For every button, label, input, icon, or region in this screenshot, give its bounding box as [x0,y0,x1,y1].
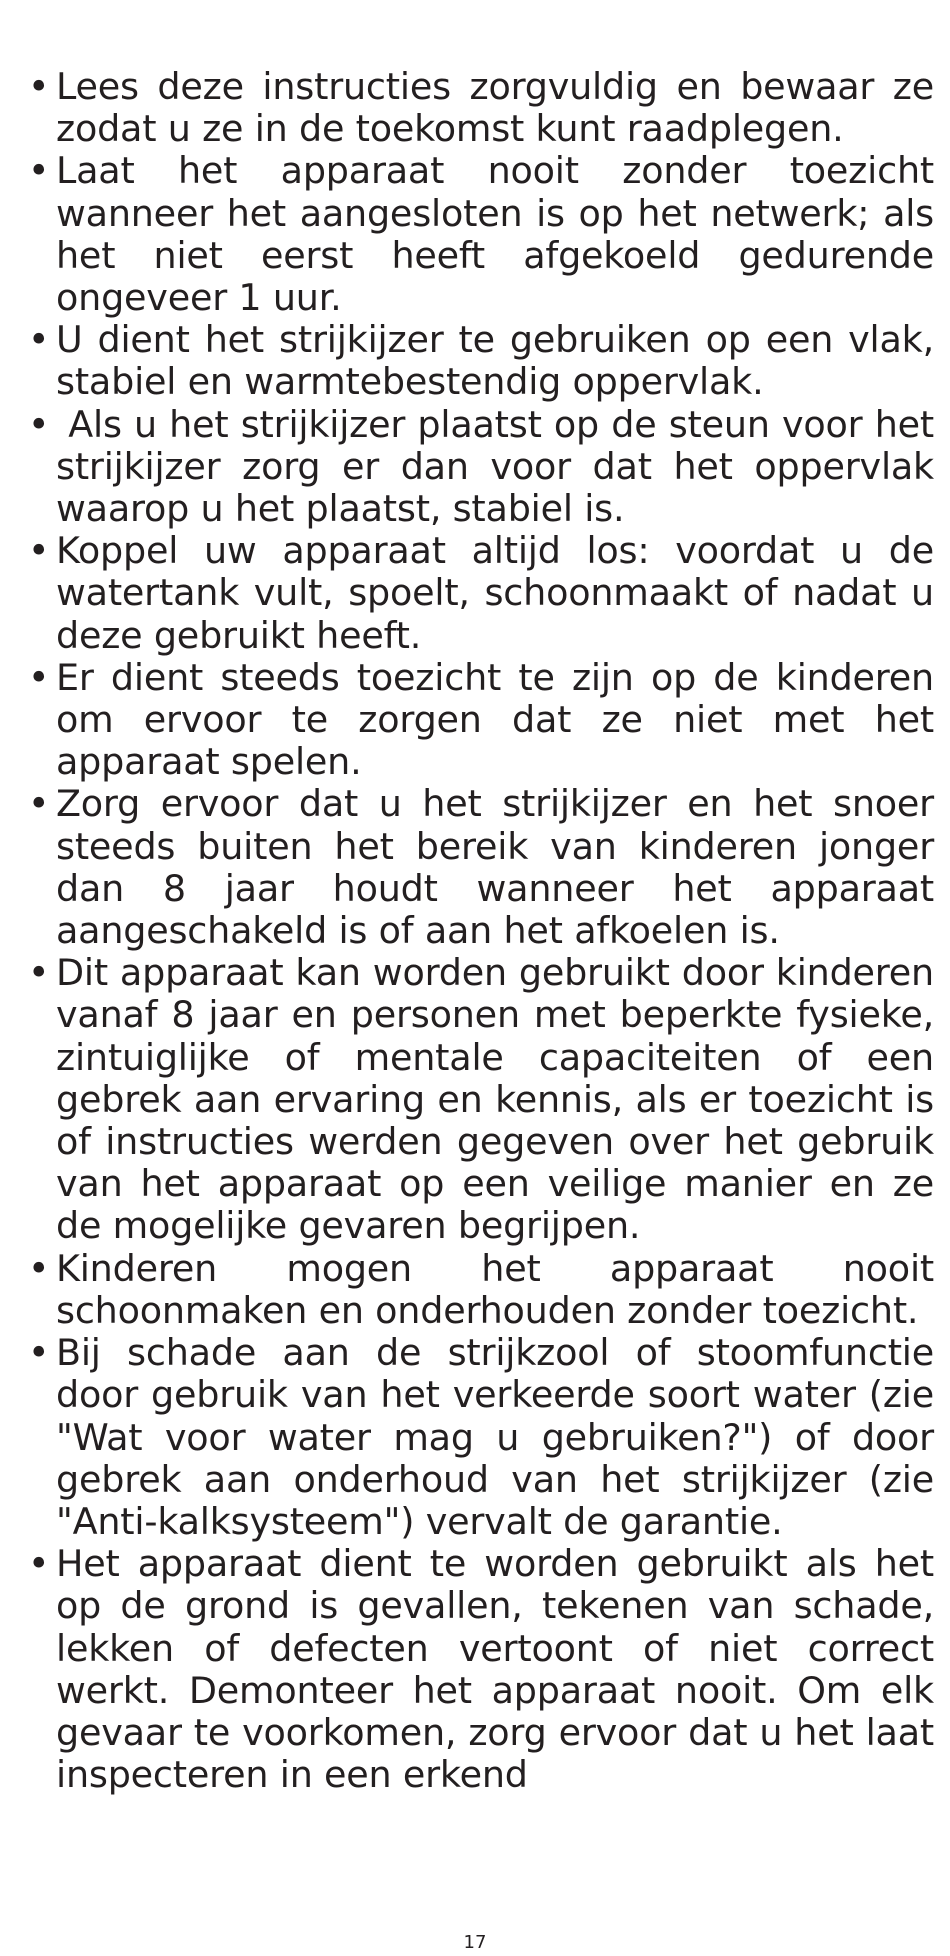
list-item-text: Als u het strijkijzer plaatst op de steun voor het strijkijzer zorg er dan voor dat het oppervlak waarop u het plaatst, stabiel is. [56,402,946,531]
list-item [28,1332,934,1543]
list-item [28,319,934,403]
list-item-text: Koppel uw apparaat altijd los: voordat u de watertank vult, spoelt, schoonmaakt of nadat u deze gebruikt heeft. [56,529,934,657]
list-item-text: U dient het strijkijzer te gebruiken op een vlak, stabiel en warmtebestendig oppervlak. [56,318,934,404]
list-item-text: Het apparaat dient te worden gebruikt als het op de grond is gevallen, tekenen van schade, lekken of defecten vertoont of niet correct werkt. Demonteer het apparaat nooit. Om elk gevaar te voorkomen, zorg ervoor dat u het laat inspecteren in een erkend [56,1542,934,1797]
list-item [28,1543,934,1796]
bullet-icon: • [28,655,50,699]
bullet-icon: • [28,402,50,446]
bullet-icon: • [28,782,50,826]
list-item-text: Dit apparaat kan worden gebruikt door kinderen vanaf 8 jaar en personen met beperkte fysieke, zintuiglijke of mentale capaciteiten of een gebrek aan ervaring en kennis, als er toezicht is of instructies werden gegeven over het gebruik van het apparaat op een veilige manier en ze de mogelijke gevaren begrijpen. [56,951,934,1248]
bullet-icon: • [28,951,50,995]
bullet-icon: • [28,149,50,193]
bullet-icon: • [28,1246,50,1290]
bullet-icon: • [28,318,50,362]
bullet-icon: • [28,529,50,573]
list-item-text: Er dient steeds toezicht te zijn op de kinderen om ervoor te zorgen dat ze niet met het apparaat spelen. [56,655,934,784]
list-item [28,150,934,319]
list-item-text: Zorg ervoor dat u het strijkijzer en het snoer steeds buiten het bereik van kinderen jonger dan 8 jaar houdt wanneer het apparaat aangeschakeld is of aan het afkoelen is. [56,782,934,953]
list-item [28,952,934,1247]
list-item-text: Bij schade aan de strijkzool of stoomfunctie door gebruik van het verkeerde soort water (zie "Wat voor water mag u gebruiken?") of door gebrek aan onderhoud van het strijkijzer (zie "Anti-kalksysteem") vervalt de garantie. [56,1331,934,1543]
list-item [28,657,934,784]
list-item [28,1248,934,1332]
list-item [28,66,934,150]
bullet-icon: • [28,1542,50,1586]
list-item-text: Lees deze instructies zorgvuldig en bewaar ze zodat u ze in de toekomst kunt raadplegen. [56,65,934,151]
list-item [28,530,934,657]
list-item [28,402,946,531]
safety-instructions-list [28,65,946,1797]
bullet-icon: • [28,1331,50,1375]
list-item-text: Kinderen mogen het apparaat nooit schoonmaken en onderhouden zonder toezicht. [56,1246,934,1332]
list-item [28,783,934,952]
page-number: 17 [463,1932,487,1953]
bullet-icon: • [28,65,50,108]
list-item-text: Laat het apparaat nooit zonder toezicht wanneer het aangesloten is op het netwerk; als het niet eerst heeft afgekoeld gedurende ongeveer 1 uur. [56,149,934,320]
